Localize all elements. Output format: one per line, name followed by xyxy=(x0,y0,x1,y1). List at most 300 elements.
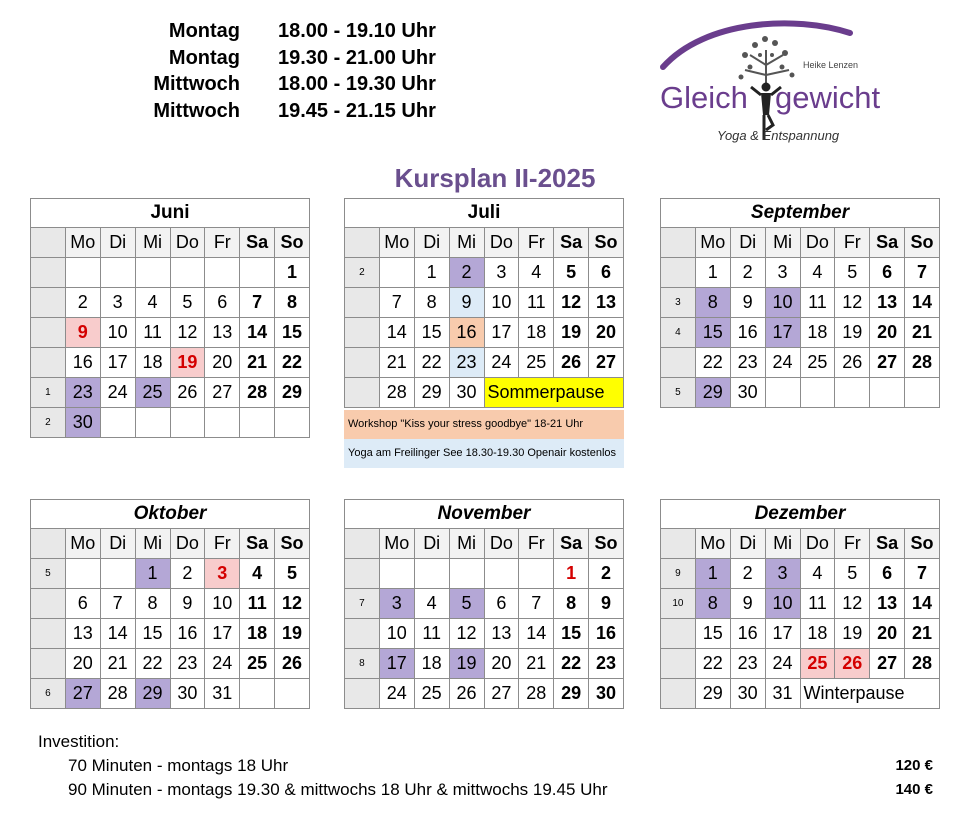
day-cell: 4 xyxy=(800,559,835,589)
day-cell: 29 xyxy=(135,679,170,709)
day-cell: 11 xyxy=(135,318,170,348)
day-cell: 22 xyxy=(414,348,449,378)
day-cell: 23 xyxy=(730,348,765,378)
day-cell xyxy=(100,258,135,288)
day-cell: 26 xyxy=(275,649,310,679)
day-cell: 13 xyxy=(205,318,240,348)
day-cell: 10 xyxy=(484,288,519,318)
week-number xyxy=(31,318,66,348)
day-cell: 21 xyxy=(100,649,135,679)
week-header xyxy=(661,529,696,559)
weekday-header: So xyxy=(589,228,624,258)
schedule-day: Mittwoch xyxy=(153,99,240,122)
day-cell: 22 xyxy=(695,348,730,378)
day-cell: 8 xyxy=(135,589,170,619)
day-cell: 26 xyxy=(449,679,484,709)
weekday-header: Mo xyxy=(65,529,100,559)
day-cell xyxy=(65,258,100,288)
day-cell: 18 xyxy=(800,619,835,649)
day-cell: 10 xyxy=(205,589,240,619)
weekday-header: Mi xyxy=(135,529,170,559)
weekday-header: Fr xyxy=(835,529,870,559)
day-cell: 21 xyxy=(519,649,554,679)
month-name: Juli xyxy=(345,199,624,228)
day-cell: 9 xyxy=(589,589,624,619)
day-cell: 29 xyxy=(414,378,449,408)
day-cell: 20 xyxy=(589,318,624,348)
weekday-header: So xyxy=(275,228,310,258)
day-cell: 15 xyxy=(554,619,589,649)
week-number xyxy=(661,258,696,288)
day-cell: 20 xyxy=(870,318,905,348)
weekday-header: Di xyxy=(100,228,135,258)
day-cell: 5 xyxy=(170,288,205,318)
day-cell: 20 xyxy=(484,649,519,679)
day-cell: 14 xyxy=(905,288,940,318)
day-cell: 5 xyxy=(275,559,310,589)
weekday-header: Mi xyxy=(765,228,800,258)
logo-wordmark xyxy=(660,80,881,116)
day-cell: 1 xyxy=(695,258,730,288)
day-cell: 17 xyxy=(379,649,414,679)
day-cell: 27 xyxy=(870,649,905,679)
day-cell xyxy=(240,408,275,438)
day-cell: 29 xyxy=(554,679,589,709)
weekday-header: Fr xyxy=(205,228,240,258)
weekday-header: So xyxy=(905,529,940,559)
schedule-time: 19.45 - 21.15 Uhr xyxy=(278,99,436,122)
day-cell: 28 xyxy=(240,378,275,408)
day-cell: 9 xyxy=(730,288,765,318)
day-cell: 7 xyxy=(905,559,940,589)
day-cell: 13 xyxy=(870,589,905,619)
day-cell xyxy=(379,258,414,288)
day-cell: 29 xyxy=(695,679,730,709)
day-cell: 24 xyxy=(379,679,414,709)
day-cell: 10 xyxy=(379,619,414,649)
day-cell: 7 xyxy=(240,288,275,318)
day-cell: 12 xyxy=(835,589,870,619)
day-cell xyxy=(800,378,835,408)
weekday-header: Mo xyxy=(65,228,100,258)
weekday-header: Di xyxy=(100,529,135,559)
weekday-header: So xyxy=(589,529,624,559)
day-cell: 31 xyxy=(205,679,240,709)
day-cell: 18 xyxy=(414,649,449,679)
week-number xyxy=(31,619,66,649)
day-cell: 7 xyxy=(905,258,940,288)
day-cell: 14 xyxy=(519,619,554,649)
week-number xyxy=(31,348,66,378)
day-cell: 30 xyxy=(730,679,765,709)
day-cell: 24 xyxy=(765,348,800,378)
week-number xyxy=(345,288,380,318)
day-cell: 19 xyxy=(554,318,589,348)
day-cell: 5 xyxy=(449,589,484,619)
day-cell: 22 xyxy=(554,649,589,679)
day-cell: 30 xyxy=(170,679,205,709)
weekday-header: Mi xyxy=(449,228,484,258)
logo-wordmark-right: gewicht xyxy=(775,80,881,115)
page-title: Kursplan II-2025 xyxy=(394,163,596,193)
day-cell: 12 xyxy=(275,589,310,619)
day-cell: 17 xyxy=(100,348,135,378)
month-name: Oktober xyxy=(31,500,310,529)
day-cell: 28 xyxy=(905,348,940,378)
day-cell: 17 xyxy=(765,619,800,649)
month-june xyxy=(30,198,310,438)
day-cell: 4 xyxy=(519,258,554,288)
weekday-header: Di xyxy=(414,529,449,559)
weekday-header: Do xyxy=(800,228,835,258)
day-cell: 13 xyxy=(484,619,519,649)
day-cell: 11 xyxy=(800,288,835,318)
day-cell: 5 xyxy=(835,258,870,288)
day-cell: 3 xyxy=(100,288,135,318)
day-cell: 30 xyxy=(589,679,624,709)
day-cell: 6 xyxy=(870,258,905,288)
day-cell: 30 xyxy=(65,408,100,438)
week-header xyxy=(345,228,380,258)
day-cell: 19 xyxy=(275,619,310,649)
week-header xyxy=(31,529,66,559)
day-cell xyxy=(100,408,135,438)
day-cell: 4 xyxy=(135,288,170,318)
day-cell xyxy=(484,559,519,589)
day-cell xyxy=(379,559,414,589)
day-cell: 17 xyxy=(205,619,240,649)
day-cell: 7 xyxy=(100,589,135,619)
day-cell xyxy=(519,559,554,589)
month-name: November xyxy=(345,500,624,529)
weekday-header: So xyxy=(905,228,940,258)
day-cell: 25 xyxy=(414,679,449,709)
week-number xyxy=(345,619,380,649)
day-cell: 6 xyxy=(870,559,905,589)
day-cell: 3 xyxy=(484,258,519,288)
day-cell xyxy=(100,559,135,589)
week-header xyxy=(345,529,380,559)
week-number xyxy=(345,559,380,589)
day-cell: 3 xyxy=(205,559,240,589)
day-cell: 12 xyxy=(554,288,589,318)
day-cell: 9 xyxy=(65,318,100,348)
investment-label: Investition: xyxy=(38,732,120,751)
day-cell: 3 xyxy=(765,258,800,288)
day-cell: 29 xyxy=(695,378,730,408)
day-cell: 2 xyxy=(730,559,765,589)
day-cell xyxy=(135,408,170,438)
day-cell: 24 xyxy=(205,649,240,679)
schedule-time: 18.00 - 19.10 Uhr xyxy=(278,20,436,42)
day-cell xyxy=(870,378,905,408)
day-cell: 19 xyxy=(449,649,484,679)
day-cell: 6 xyxy=(65,589,100,619)
month-november xyxy=(344,499,624,709)
day-cell xyxy=(414,559,449,589)
day-cell: 31 xyxy=(765,679,800,709)
month-name: Juni xyxy=(31,199,310,228)
day-cell: 29 xyxy=(275,378,310,408)
day-cell: 24 xyxy=(765,649,800,679)
day-cell: 30 xyxy=(449,378,484,408)
day-cell: 6 xyxy=(484,589,519,619)
day-cell: 13 xyxy=(65,619,100,649)
price-70min: 120 € xyxy=(895,757,933,774)
day-cell xyxy=(449,559,484,589)
week-number xyxy=(345,679,380,709)
schedule-day: Mittwoch xyxy=(153,73,240,95)
week-number: 3 xyxy=(661,288,696,318)
price-90min: 140 € xyxy=(895,781,933,798)
day-cell: 21 xyxy=(240,348,275,378)
week-number: 7 xyxy=(345,589,380,619)
day-cell: 22 xyxy=(135,649,170,679)
day-cell: 25 xyxy=(240,649,275,679)
day-cell: 1 xyxy=(275,258,310,288)
week-number xyxy=(661,619,696,649)
day-cell: 6 xyxy=(589,258,624,288)
day-cell xyxy=(275,408,310,438)
day-cell: 14 xyxy=(905,589,940,619)
weekday-header: Mi xyxy=(449,529,484,559)
weekday-header: Di xyxy=(730,228,765,258)
day-cell: 2 xyxy=(65,288,100,318)
day-cell: 9 xyxy=(730,589,765,619)
weekday-header: Fr xyxy=(835,228,870,258)
day-cell: 16 xyxy=(730,318,765,348)
weekday-header: Fr xyxy=(519,529,554,559)
day-cell: 1 xyxy=(695,559,730,589)
day-cell: 8 xyxy=(695,288,730,318)
day-cell: 11 xyxy=(240,589,275,619)
day-cell: 22 xyxy=(695,649,730,679)
day-cell: 8 xyxy=(695,589,730,619)
day-cell: 25 xyxy=(800,348,835,378)
day-cell xyxy=(905,378,940,408)
day-cell: 2 xyxy=(730,258,765,288)
week-number xyxy=(31,258,66,288)
week-number: 10 xyxy=(661,589,696,619)
day-cell: 20 xyxy=(65,649,100,679)
winter-break-label: Winterpause xyxy=(800,679,940,709)
week-number xyxy=(661,679,696,709)
day-cell: 26 xyxy=(170,378,205,408)
day-cell: 3 xyxy=(765,559,800,589)
day-cell: 2 xyxy=(449,258,484,288)
day-cell: 13 xyxy=(589,288,624,318)
day-cell xyxy=(65,559,100,589)
day-cell: 2 xyxy=(589,559,624,589)
weekday-header: Di xyxy=(414,228,449,258)
weekday-header: Mi xyxy=(135,228,170,258)
weekday-header: Sa xyxy=(554,228,589,258)
day-cell: 11 xyxy=(519,288,554,318)
day-cell: 5 xyxy=(835,559,870,589)
day-cell: 13 xyxy=(870,288,905,318)
schedule-time: 18.00 - 19.30 Uhr xyxy=(278,73,436,95)
day-cell xyxy=(240,679,275,709)
day-cell: 23 xyxy=(449,348,484,378)
day-cell: 12 xyxy=(449,619,484,649)
weekday-header: Mo xyxy=(379,228,414,258)
schedule-time: 19.30 - 21.00 Uhr xyxy=(278,46,436,69)
week-number: 1 xyxy=(31,378,66,408)
day-cell: 27 xyxy=(870,348,905,378)
day-cell: 25 xyxy=(800,649,835,679)
day-cell: 21 xyxy=(905,619,940,649)
week-number xyxy=(345,318,380,348)
day-cell: 16 xyxy=(170,619,205,649)
price-line-90min: 90 Minuten - montags 19.30 & mittwochs 18 Uhr & mittwochs 19.45 Uhr xyxy=(68,780,608,799)
week-number xyxy=(345,378,380,408)
week-number xyxy=(31,649,66,679)
day-cell: 10 xyxy=(765,589,800,619)
day-cell: 26 xyxy=(554,348,589,378)
day-cell: 19 xyxy=(170,348,205,378)
weekday-header: Sa xyxy=(870,228,905,258)
week-number xyxy=(31,589,66,619)
day-cell: 18 xyxy=(240,619,275,649)
logo-name: Heike Lenzen xyxy=(803,60,859,70)
day-cell xyxy=(765,378,800,408)
day-cell: 16 xyxy=(730,619,765,649)
week-number: 6 xyxy=(31,679,66,709)
day-cell: 9 xyxy=(449,288,484,318)
day-cell: 10 xyxy=(100,318,135,348)
day-cell: 16 xyxy=(65,348,100,378)
day-cell: 27 xyxy=(589,348,624,378)
day-cell: 21 xyxy=(379,348,414,378)
workshop-legend: Workshop "Kiss your stress goodbye" 18-21 Uhr xyxy=(344,410,624,439)
openair-legend: Yoga am Freilinger See 18.30-19.30 Openair kostenlos xyxy=(344,439,624,468)
day-cell xyxy=(170,258,205,288)
day-cell xyxy=(275,679,310,709)
logo-wordmark-left: Gleich xyxy=(660,80,748,115)
week-number: 2 xyxy=(31,408,66,438)
day-cell: 28 xyxy=(379,378,414,408)
day-cell: 24 xyxy=(484,348,519,378)
day-cell: 25 xyxy=(135,378,170,408)
day-cell: 1 xyxy=(554,559,589,589)
schedule-day: Montag xyxy=(168,20,240,42)
day-cell: 20 xyxy=(870,619,905,649)
day-cell: 17 xyxy=(765,318,800,348)
week-number: 2 xyxy=(345,258,380,288)
day-cell: 23 xyxy=(589,649,624,679)
weekday-header: Sa xyxy=(240,228,275,258)
month-july xyxy=(344,198,624,408)
day-cell: 24 xyxy=(100,378,135,408)
day-cell: 28 xyxy=(519,679,554,709)
week-number: 8 xyxy=(345,649,380,679)
weekday-header: Sa xyxy=(240,529,275,559)
day-cell: 26 xyxy=(835,649,870,679)
day-cell xyxy=(205,258,240,288)
month-name: September xyxy=(661,199,940,228)
day-cell: 19 xyxy=(835,318,870,348)
day-cell: 4 xyxy=(800,258,835,288)
day-cell: 25 xyxy=(519,348,554,378)
day-cell: 28 xyxy=(100,679,135,709)
day-cell: 14 xyxy=(100,619,135,649)
day-cell: 15 xyxy=(275,318,310,348)
day-cell: 14 xyxy=(240,318,275,348)
day-cell: 3 xyxy=(379,589,414,619)
day-cell xyxy=(835,378,870,408)
week-number xyxy=(661,348,696,378)
day-cell: 28 xyxy=(905,649,940,679)
weekday-header: So xyxy=(275,529,310,559)
day-cell: 23 xyxy=(170,649,205,679)
weekday-header: Mi xyxy=(765,529,800,559)
month-name: Dezember xyxy=(661,500,940,529)
day-cell xyxy=(240,258,275,288)
day-cell: 4 xyxy=(240,559,275,589)
weekday-header: Di xyxy=(730,529,765,559)
day-cell: 2 xyxy=(170,559,205,589)
weekday-header: Do xyxy=(170,529,205,559)
day-cell: 5 xyxy=(554,258,589,288)
week-header xyxy=(31,228,66,258)
day-cell: 20 xyxy=(205,348,240,378)
day-cell: 23 xyxy=(65,378,100,408)
day-cell: 8 xyxy=(275,288,310,318)
week-number: 5 xyxy=(31,559,66,589)
day-cell: 7 xyxy=(519,589,554,619)
day-cell: 15 xyxy=(695,619,730,649)
day-cell: 27 xyxy=(205,378,240,408)
weekday-header: Mo xyxy=(379,529,414,559)
weekday-header: Mo xyxy=(695,228,730,258)
day-cell: 23 xyxy=(730,649,765,679)
logo xyxy=(655,15,895,150)
day-cell: 4 xyxy=(414,589,449,619)
schedule-day: Montag xyxy=(168,46,240,69)
day-cell: 21 xyxy=(905,318,940,348)
day-cell: 12 xyxy=(170,318,205,348)
day-cell: 22 xyxy=(275,348,310,378)
week-number xyxy=(661,649,696,679)
week-number: 9 xyxy=(661,559,696,589)
day-cell: 8 xyxy=(414,288,449,318)
day-cell: 15 xyxy=(135,619,170,649)
day-cell: 9 xyxy=(170,589,205,619)
day-cell: 30 xyxy=(730,378,765,408)
day-cell: 8 xyxy=(554,589,589,619)
weekday-header: Do xyxy=(800,529,835,559)
day-cell xyxy=(135,258,170,288)
month-october xyxy=(30,499,310,709)
week-number: 5 xyxy=(661,378,696,408)
summer-break-label: Sommerpause xyxy=(484,378,624,408)
day-cell: 19 xyxy=(835,619,870,649)
day-cell: 26 xyxy=(835,348,870,378)
weekday-header: Do xyxy=(484,529,519,559)
weekday-header: Do xyxy=(170,228,205,258)
week-number xyxy=(31,288,66,318)
day-cell: 17 xyxy=(484,318,519,348)
day-cell: 12 xyxy=(835,288,870,318)
day-cell: 16 xyxy=(589,619,624,649)
day-cell: 6 xyxy=(205,288,240,318)
day-cell: 16 xyxy=(449,318,484,348)
day-cell: 14 xyxy=(379,318,414,348)
day-cell: 11 xyxy=(800,589,835,619)
week-number: 4 xyxy=(661,318,696,348)
price-line-70min: 70 Minuten - montags 18 Uhr xyxy=(68,756,289,775)
day-cell: 11 xyxy=(414,619,449,649)
